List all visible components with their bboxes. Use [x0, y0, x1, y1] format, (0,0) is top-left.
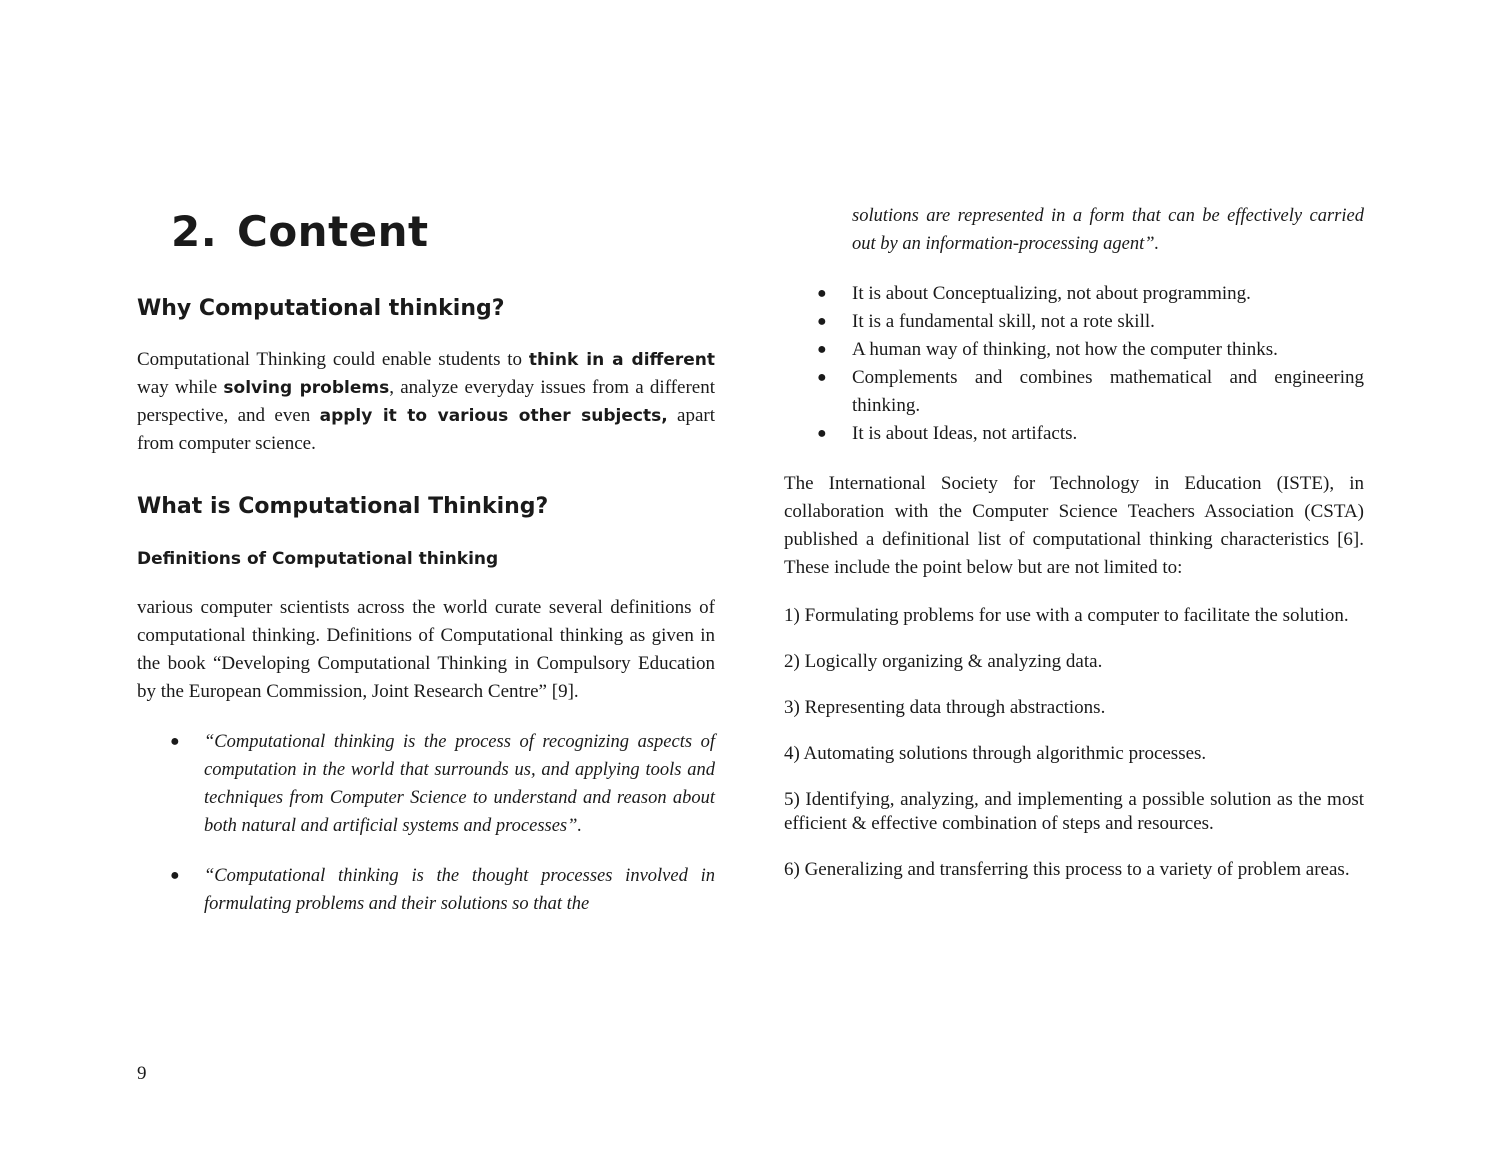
quote-text: “Computational thinking is the process of recognizing aspects of computation in the world that surrounds us, and applying tools and techniques from Computer Science to understand and reason about both natural and artificial systems and processes”. — [204, 732, 715, 836]
why-bold-2: solving problems — [223, 378, 390, 398]
heading-what-is-computational-thinking: What is Computational Thinking? — [137, 494, 549, 519]
list-item — [137, 728, 715, 840]
numbered-item: 1) Formulating problems for use with a computer to facilitate the solution. — [784, 605, 1349, 626]
list-item — [784, 308, 1364, 336]
heading-definitions: Definitions of Computational thinking — [137, 549, 499, 569]
right-column — [784, 202, 1364, 882]
numbered-item: 3) Representing data through abstractions. — [784, 697, 1106, 718]
quote-text: “Computational thinking is the thought processes involved in formulating problems and their solutions so that the — [204, 866, 715, 914]
numbered-item: 6) Generalizing and transferring this process to a variety of problem areas. — [784, 859, 1350, 880]
page-number: 9 — [137, 1063, 147, 1084]
why-text-1: Computational Thinking could enable students to — [137, 349, 529, 370]
point-text: It is about Conceptualizing, not about programming. — [852, 283, 1251, 304]
bullet-icon: ● — [170, 867, 180, 884]
why-text-4: apart from computer science. — [137, 405, 715, 454]
bullet-icon: ● — [817, 369, 827, 386]
bullet-icon: ● — [817, 285, 827, 302]
definitions-paragraph: various computer scientists across the world curate several definitions of computational thinking. Definitions of Computational thinking as given in the book “Developing Computational Thinking in Compulsory Education by the European Commission, Joint Research Centre” [9]. — [137, 597, 715, 702]
iste-paragraph: The International Society for Technology in Education (ISTE), in collaboration with the Computer Science Teachers Association (CSTA) published a definitional list of computational thinking characteristics [6]. These include the point below but are not limited to: — [784, 473, 1364, 578]
point-text: A human way of thinking, not how the computer thinks. — [852, 339, 1278, 360]
characteristics-list — [784, 280, 1364, 448]
why-text-2: way while — [137, 377, 224, 398]
point-text: It is a fundamental skill, not a rote skill. — [852, 311, 1155, 332]
left-column — [137, 200, 715, 940]
definition-quotes-list — [137, 728, 715, 918]
why-paragraph — [137, 346, 715, 458]
section-heading — [171, 204, 715, 260]
list-item — [784, 364, 1364, 420]
why-bold-3: apply it to various other subjects, — [319, 406, 668, 426]
point-text: It is about Ideas, not artifacts. — [852, 423, 1078, 444]
numbered-item: 2) Logically organizing & analyzing data. — [784, 651, 1103, 672]
bullet-icon: ● — [817, 341, 827, 358]
why-text-3: , analyze everyday issues from a different perspective, and even — [137, 377, 715, 426]
bullet-icon: ● — [817, 425, 827, 442]
numbered-item: 5) Identifying, analyzing, and implementing a possible solution as the most efficient & effective combination of steps and resources. — [784, 789, 1364, 834]
list-item — [784, 336, 1364, 364]
list-item — [784, 420, 1364, 448]
bullet-icon: ● — [170, 733, 180, 750]
heading-why-computational-thinking: Why Computational thinking? — [137, 296, 505, 321]
bullet-icon: ● — [817, 313, 827, 330]
list-item — [784, 280, 1364, 308]
point-text: Complements and combines mathematical and engineering thinking. — [852, 367, 1364, 416]
quote-continuation: solutions are represented in a form that can be effectively carried out by an information-processing agent”. — [852, 206, 1364, 254]
numbered-item: 4) Automating solutions through algorithmic processes. — [784, 743, 1207, 764]
list-item — [137, 862, 715, 918]
section-number: 2. — [171, 207, 218, 256]
section-title: Content — [237, 207, 429, 256]
why-bold-1: think in a different — [528, 350, 715, 370]
